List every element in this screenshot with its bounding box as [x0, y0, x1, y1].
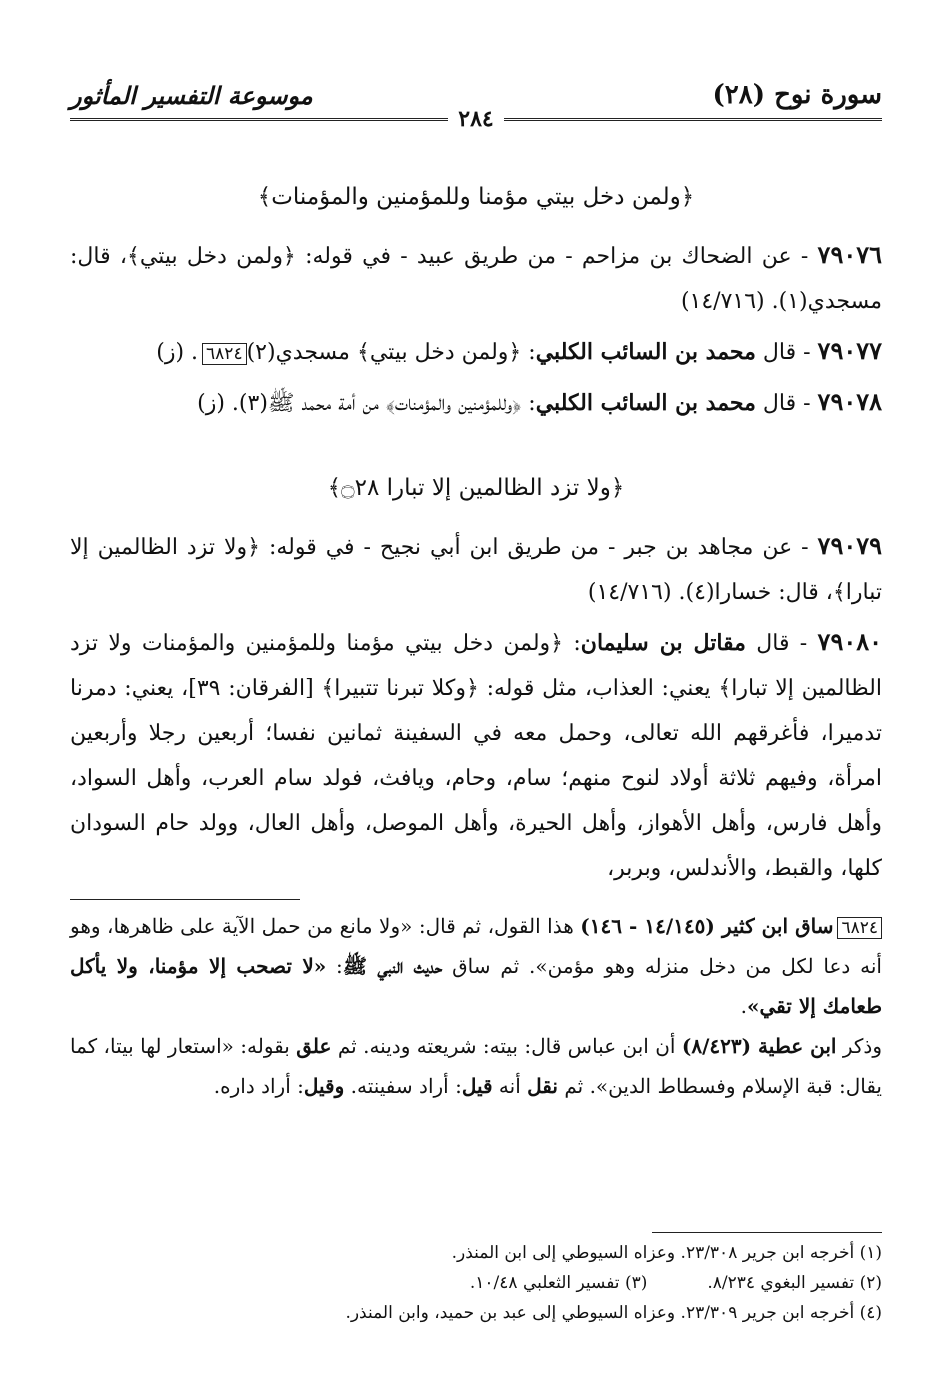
entry-number: ٧٩٠٧٩: [817, 531, 882, 560]
commentary-text: : أراد سفينته.: [344, 1074, 462, 1098]
commentary-text: :: [326, 954, 343, 978]
entry-number: ٧٩٠٧٧: [817, 336, 882, 365]
page-number: ٢٨٤: [458, 106, 494, 132]
footnote-1: (١) أخرجه ابن جرير ٢٣/٣٠٨. وعزاه السيوطي إلى ابن المنذر.: [451, 1243, 882, 1263]
commentary-paragraph-2: [70, 1026, 882, 1106]
entry-text: - عن مجاهد بن جبر - من طريق ابن أبي نجيح - في قوله: ﴿ولا تزد الظالمين إلا تبارا﴾، قال: خسارا(٤). (١٤/٧١٦): [70, 535, 882, 605]
commentary-emph: وقيل: [303, 1074, 345, 1098]
ayah-heading: ﴿ولا تزد الظالمين إلا تبارا ۝٢٨﴾: [327, 475, 625, 501]
commentary-text: أنه: [492, 1074, 528, 1098]
commentary-text: هذا القول، ثم قال: «ولا مانع من حمل الآية على ظاهرها، وهو أنه دعا لكل من دخل منزله وهو مؤمن». ثم ساق: [70, 914, 882, 978]
entry-number: ٧٩٠٨٠: [817, 627, 882, 656]
entry-text: : ﴿وللمؤمنين والمؤمنات﴾ من أمة محمد ﷺ(٣). (ز): [197, 391, 536, 416]
narrator-name: مقاتل بن سليمان: [580, 630, 746, 656]
footnote-4: (٤) أخرجه ابن جرير ٢٣/٣٠٩. وعزاه السيوطي إلى عبد بن حميد، وابن المنذر.: [345, 1303, 882, 1323]
entry-79079: [70, 523, 882, 615]
entry-suffix: . (ز): [156, 340, 199, 365]
entry-prefix: - قال: [745, 631, 818, 656]
entry-79076: [70, 232, 882, 324]
entry-text: : ﴿ولمن دخل بيتي مؤمنا وللمؤمنين والمؤمنات ولا تزد الظالمين إلا تبارا﴾ يعني: العذاب، مثل قوله: ﴿وكلا تبرنا تتبيرا﴾ [الفرقان: ٣٩]، يعني: دمرنا تدميرا، فأغرقهم الله تعالى، وحمل معه في السفينة ثمانين نفسا؛ أربعين رجلا وأربعين امرأة، وفيهم ثلاثة أولاد لنوح منهم؛ سام، وحام، ويافث، فولد سام العرب، وأهل السواد، وأهل فارس، وأهل الأهواز، وأهل الحيرة، وأهل الموصل، وأهل العال، وولد حام السودان كلها، والقبط، والأندلس، وبربر،: [70, 631, 882, 881]
commentary-text: بقوله: «استعار لها بيتا، كما يقال: قبة الإسلام وفسطاط الدين». ثم: [70, 1034, 882, 1098]
commentary-emph: حديث النبي ﷺ: [342, 954, 443, 978]
commentary-source: ساق ابن كثير (١٤/١٤٥ - ١٤٦): [580, 914, 834, 938]
entry-number: ٧٩٠٧٨: [817, 387, 882, 416]
commentary-text: .: [740, 994, 748, 1018]
commentary-text: : أراد داره.: [213, 1074, 304, 1098]
commentary-source: ابن عطية (٨/٤٢٣): [681, 1034, 837, 1058]
commentary-paragraph-1: [70, 906, 882, 1026]
footnotes: [70, 1238, 882, 1328]
surah-title: سورة نوح (٢٨): [712, 80, 882, 110]
hadith-quote: «لا تصحب إلا مؤمنا، ولا يأكل طعامك إلا تقي»: [70, 954, 882, 1018]
footnote-row: [70, 1268, 882, 1298]
entry-number: ٧٩٠٧٦: [817, 240, 882, 269]
entry-79080: [70, 619, 882, 891]
entry-79078: [70, 379, 882, 426]
commentary-separator: [70, 899, 300, 900]
main-content: [70, 175, 882, 1106]
commentary-text: وذكر: [836, 1034, 882, 1058]
commentary-emph: نقل: [527, 1074, 558, 1098]
footnote-separator: [652, 1232, 882, 1233]
commentary-emph: قيل: [461, 1074, 493, 1098]
commentary-box-label: ٦٨٢٤: [837, 917, 882, 939]
entry-text: - عن الضحاك بن مزاحم - من طريق عبيد - في قوله: ﴿ولمن دخل بيتي﴾، قال: مسجدي(١). (١٤/٧١٦): [70, 244, 882, 314]
commentary-text: أن ابن عباس قال: بيته: شريعته ودينه. ثم: [331, 1034, 682, 1058]
ayah-heading: ﴿ولمن دخل بيتي مؤمنا وللمؤمنين والمؤمنات﴾: [257, 184, 695, 210]
rule-left: [70, 118, 448, 121]
book-title: موسوعة التفسير المأثور: [70, 81, 313, 110]
rule-right: [504, 118, 882, 121]
entry-text: : ﴿ولمن دخل بيتي﴾ مسجدي(٢): [246, 340, 536, 365]
narrator-name: محمد بن السائب الكلبي: [535, 339, 756, 365]
header-rule: [70, 108, 882, 130]
footnote-3: (٣) تفسير الثعلبي ١٠/٤٨.: [469, 1273, 648, 1293]
commentary-emph: علق: [296, 1034, 332, 1058]
entry-prefix: - قال: [755, 340, 818, 365]
entry-prefix: - قال: [755, 391, 818, 416]
narrator-name: محمد بن السائب الكلبي: [535, 390, 756, 416]
page-header: [70, 70, 882, 110]
entry-79077: [70, 328, 882, 375]
commentary-ref-box[interactable]: ٦٨٢٤: [202, 343, 247, 365]
footnote-2: (٢) تفسير البغوي ٨/٢٣٤.: [707, 1273, 882, 1293]
